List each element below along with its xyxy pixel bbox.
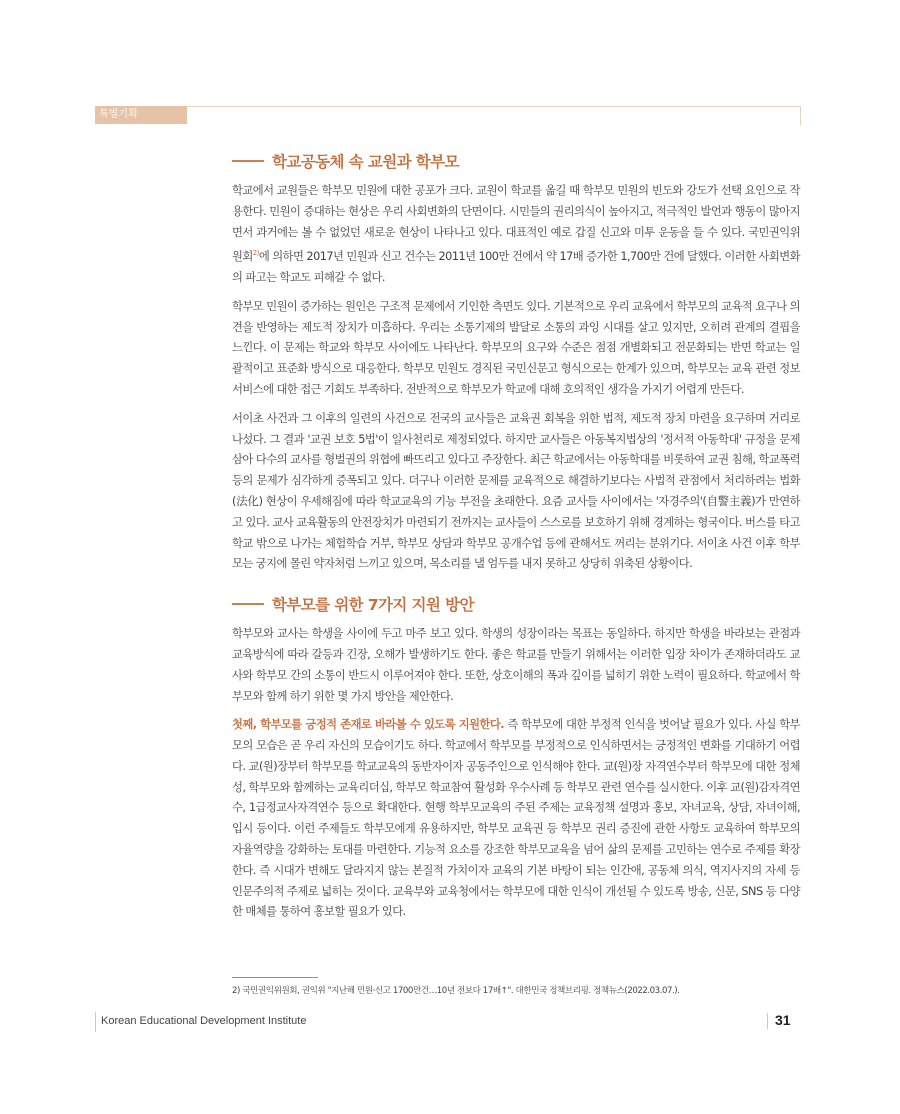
heading-rule <box>232 603 264 605</box>
section-tag: 특별기획 <box>95 106 187 124</box>
footer-separator <box>767 1013 768 1029</box>
section-title: 학부모를 위한 7가지 지원 방안 <box>272 596 474 615</box>
footer-institute: Korean Educational Development Institute <box>101 1015 307 1027</box>
footnote: 2) 국민권익위원회, 권익위 "지난해 민원·신고 1700만건…10년 전보다 17배↑". 대한민국 정책브리핑. 정책뉴스(2022.03.07.). <box>232 986 680 996</box>
section-heading-2 <box>232 593 800 615</box>
paragraph-text: 학교에서 교원들은 학부모 민원에 대한 공포가 크다. 교원이 학교를 옮길 때 학부모 민원의 빈도와 강도가 선택 요인으로 작용한다. 민원이 증대하는 현상은 우리 사회변화의 단면이다. 시민들의 권리의식이 높아지고, 적극적인 발언과 행동이 많아지면서 과거에는 볼 수 없었던 새로운 현상이 나타나고 있다. 대표적인 예로 갑질 신고와 미투 운동을 들 수 있다. 국민권익위원회 <box>232 184 800 264</box>
paragraph: 서이초 사건과 그 이후의 일련의 사건으로 전국의 교사들은 교육권 회복을 위한 법적, 제도적 장치 마련을 요구하며 거리로 나섰다. 그 결과 '교권 보호 5법'이 일사천리로 제정되었다. 하지만 교사들은 아동복지법상의 '정서적 아동학대' 규정을 문제 삼아 다수의 교사를 형벌권의 위협에 빠뜨리고 있다고 주장한다. 최근 학교에서는 아동학대를 비롯하여 교권 침해, 학교폭력 등의 문제가 심각하게 증폭되고 있다. 더구나 이러한 문제를 교육적으로 해결하기보다는 사법적 관점에서 처리하려는 법화(法化) 현상이 우세해짐에 따라 학교교육의 기능 부전을 초래한다. 요즘 교사들 사이에서는 '자경주의'(自警主義)가 만연하고 있다. 교사 교육활동의 안전장치가 마련되기 전까지는 교사들이 스스로를 보호하기 위해 경계하는 형국이다. 버스를 타고 학교 밖으로 나가는 체험학습 거부, 학부모 상담과 학부모 공개수업 등에 관해서도 꺼리는 분위기다. 서이초 사건 이후 학부모는 궁지에 몰린 약자처럼 느끼고 있으며, 목소리를 낼 엄두를 내지 못하고 상당히 위축된 상황이다. <box>232 411 800 571</box>
footnote-divider <box>232 977 318 978</box>
heading-rule <box>232 160 264 162</box>
page-number: 31 <box>775 1012 791 1028</box>
paragraph-text: 에 의하면 2017년 민원과 신고 건수는 2011년 100만 건에서 약 17배 증가한 1,700만 건에 달했다. 이러한 사회변화의 파고는 학교도 피해갈 수 없다. <box>232 250 800 284</box>
header-bar <box>95 106 801 125</box>
paragraph <box>232 715 800 923</box>
highlight-text: 첫째, 학부모를 긍정적 존재로 바라볼 수 있도록 지원한다. <box>232 718 504 732</box>
article-body <box>232 150 800 931</box>
paragraph: 학부모 민원이 증가하는 원인은 구조적 문제에서 기인한 측면도 있다. 기본적으로 우리 교육에서 학부모의 교육적 요구나 의견을 반영하는 제도적 장치가 미흡하다. 우리는 소통기제의 발달로 소통의 과잉 시대를 살고 있지만, 오히려 관계의 결핍을 느낀다. 이 문제는 학교와 학부모 사이에도 나타난다. 학부모의 요구와 수준은 점점 개별화되고 전문화되는 반면 학교는 일괄적이고 표준화 방식으로 대응한다. 학부모 민원도 경직된 국민신문고 형식으로는 한계가 있으며, 학부모는 교육 관련 정보 서비스에 대한 접근 기회도 부족하다. 전반적으로 학부모가 학교에 대해 호의적인 생각을 가지기 어렵게 만든다. <box>232 299 800 396</box>
section-title: 학교공동체 속 교원과 학부모 <box>272 153 459 171</box>
section-heading-1 <box>232 150 800 172</box>
paragraph <box>232 181 800 289</box>
footnote-ref[interactable]: 2) <box>252 249 259 258</box>
paragraph-text: 즉 학부모에 대한 부정적 인식을 벗어날 필요가 있다. 사실 학부모의 모습은 곧 우리 자신의 모습이기도 하다. 학교에서 학부모를 부정적으로 인식하면서는 긍정적인 변화를 기대하기 어렵다. 교(원)장부터 학부모를 학교교육의 동반자이자 공동주인으로 인식해야 한다. 교(원)장 자격연수부터 학부모에 대한 정체성, 학부모와 함께하는 교육리더십, 학부모 학교참여 활성화 우수사례 등 학부모 관련 연수를 실시한다. 이후 교(원)감자격연수, 1급정교사자격연수 등으로 확대한다. 현행 학부모교육의 주된 주제는 교육정책 설명과 홍보, 자녀교육, 상담, 자녀이해, 입시 등이다. 이런 주제들도 학부모에게 유용하지만, 학부모 교육권 등 학부모 권리 증진에 관한 사항도 교육하여 학부모의 자율역량을 강화하는 토대를 마련한다. 기능적 요소를 강조한 학부모교육을 넘어 삶의 문제를 고민하는 연수로 주제를 확장한다. 즉 시대가 변해도 달라지지 않는 본질적 가치이자 교육의 기본 바탕이 되는 인간애, 공동체 의식, 역지사지의 자세 등 인문주의적 주제로 넓히는 것이다. 교육부와 교육청에서는 학부모에 대한 인식이 개선될 수 있도록 방송, 신문, SNS 등 다양한 매체를 통하여 홍보할 필요가 있다. <box>232 718 800 919</box>
paragraph: 학부모와 교사는 학생을 사이에 두고 마주 보고 있다. 학생의 성장이라는 목표는 동일하다. 하지만 학생을 바라보는 관점과 교육방식에 따라 갈등과 긴장, 오해가 발생하기도 한다. 좋은 학교를 만들기 위해서는 이러한 입장 차이가 존재하더라도 교사와 학부모 간의 소통이 반드시 이루어져야 한다. 또한, 상호이해의 폭과 깊이를 넓히기 위한 노력이 필요하다. 학교에서 학부모와 함께 하기 위한 몇 가지 방안을 제안한다. <box>232 627 800 703</box>
